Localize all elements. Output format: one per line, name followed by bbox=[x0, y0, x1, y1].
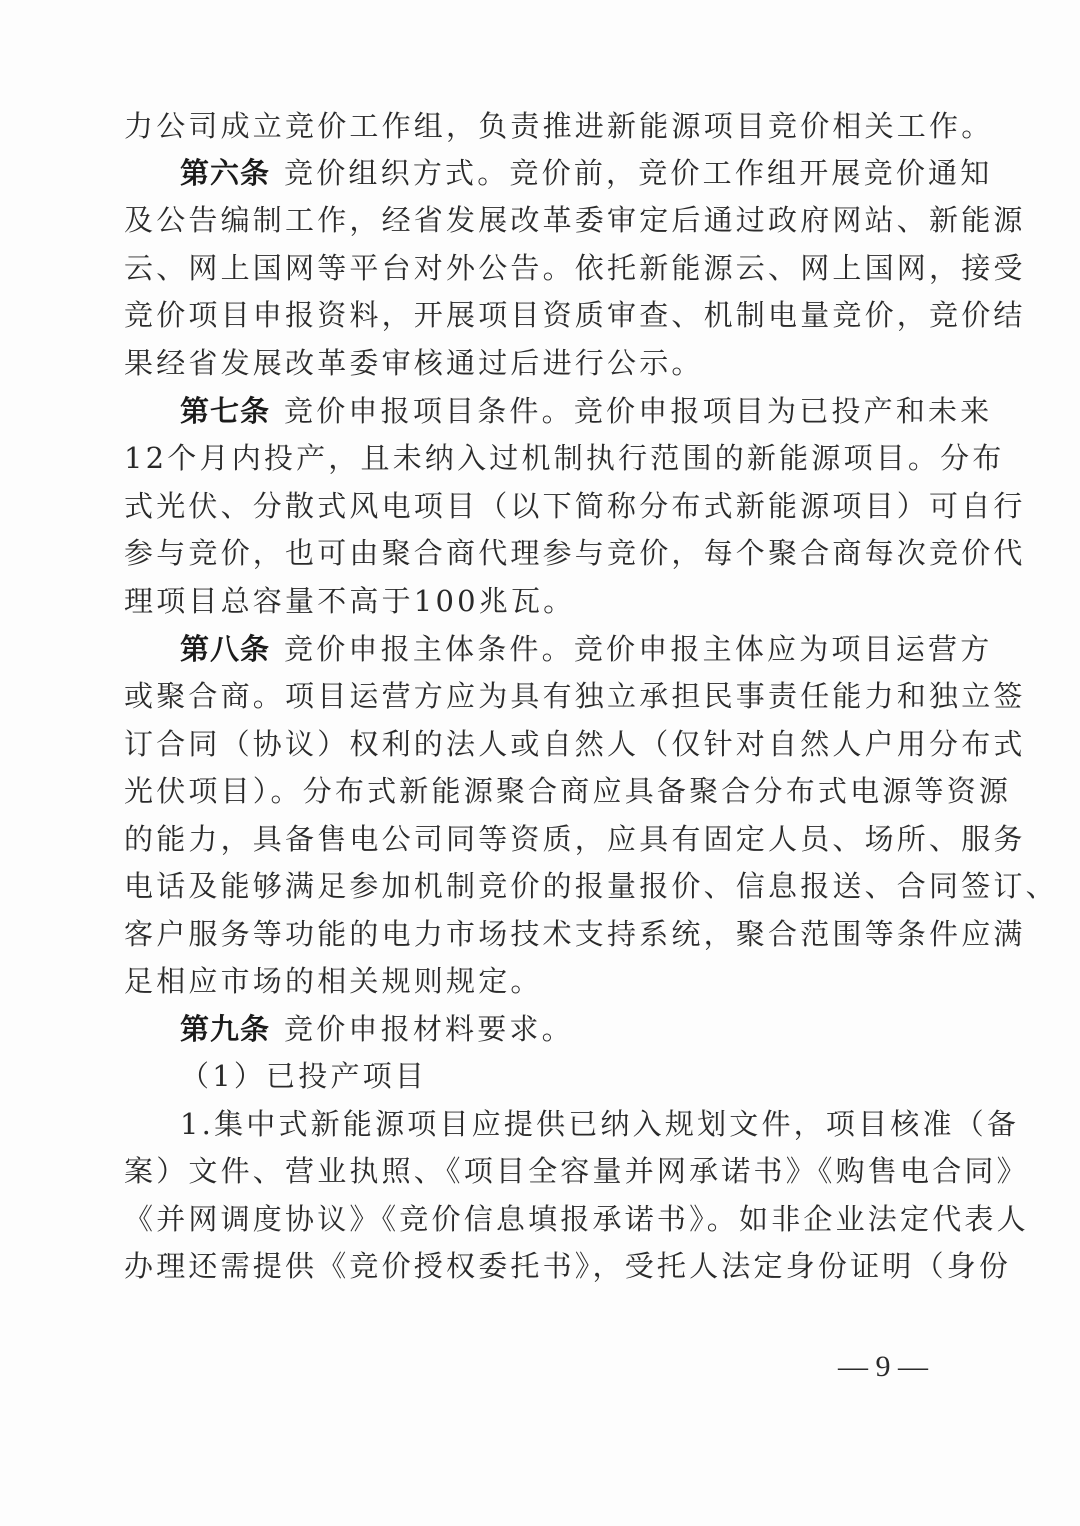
line-text: 竞价申报主体条件。竞价申报主体应为项目运营方 bbox=[284, 632, 993, 666]
text-line bbox=[124, 202, 1026, 238]
line-text: 理项目总容量不高于100兆瓦。 bbox=[124, 584, 576, 618]
text-line bbox=[124, 1201, 1029, 1237]
text-line bbox=[124, 108, 994, 144]
article-number: 第九条 bbox=[180, 1012, 271, 1046]
article-number: 第八条 bbox=[180, 632, 271, 666]
text-line bbox=[124, 726, 1026, 762]
line-text: 式光伏、分散式风电项目（以下简称分布式新能源项目）可自行 bbox=[124, 489, 1026, 523]
line-text: 1.集中式新能源项目应提供已纳入规划文件，项目核准（备 bbox=[180, 1107, 1020, 1141]
line-text: 客户服务等功能的电力市场技术支持系统，聚合范围等条件应满 bbox=[124, 917, 1026, 951]
line-text: 力公司成立竞价工作组，负责推进新能源项目竞价相关工作。 bbox=[124, 109, 994, 143]
line-text: 足相应市场的相关规则规定。 bbox=[124, 964, 543, 998]
text-line bbox=[124, 250, 1026, 286]
line-text: 果经省发展改革委审核通过后进行公示。 bbox=[124, 346, 704, 380]
line-text: 案）文件、营业执照、《项目全容量并网承诺书》《购售电合同》 bbox=[124, 1154, 1029, 1188]
text-line bbox=[180, 1058, 934, 1094]
text-line bbox=[124, 1248, 1012, 1284]
line-text: （1）已投产项目 bbox=[180, 1059, 428, 1093]
line-text: 光伏项目）。分布式新能源聚合商应具备聚合分布式电源等资源 bbox=[124, 774, 1012, 808]
text-line bbox=[124, 963, 934, 999]
page-number: — 9 — bbox=[838, 1350, 928, 1383]
line-text: 的能力，具备售电公司同等资质，应具有固定人员、场所、服务 bbox=[124, 822, 1026, 856]
text-line bbox=[124, 440, 1005, 476]
text-line bbox=[124, 916, 1026, 952]
line-text: 竞价组织方式。竞价前，竞价工作组开展竞价通知 bbox=[284, 156, 993, 190]
text-line bbox=[124, 821, 1026, 857]
line-text: 参与竞价，也可由聚合商代理参与竞价，每个聚合商每次竞价代 bbox=[124, 536, 1026, 570]
text-line bbox=[124, 868, 1058, 904]
line-text: 竞价项目申报资料，开展项目资质审查、机制电量竞价，竞价结 bbox=[124, 298, 1026, 332]
line-text: 《并网调度协议》《竞价信息填报承诺书》。如非企业法定代表人 bbox=[124, 1202, 1029, 1236]
article-heading-line bbox=[180, 155, 993, 191]
text-line bbox=[124, 583, 934, 619]
line-text: 竞价申报材料要求。 bbox=[284, 1012, 574, 1046]
article-number: 第七条 bbox=[180, 394, 271, 428]
article-number: 第六条 bbox=[180, 156, 271, 190]
line-text: 订合同（协议）权利的法人或自然人（仅针对自然人户用分布式 bbox=[124, 727, 1026, 761]
text-line bbox=[180, 1106, 1020, 1142]
line-text: 或聚合商。项目运营方应为具有独立承担民事责任能力和独立签 bbox=[124, 679, 1026, 713]
article-heading-line bbox=[180, 393, 993, 429]
line-text: 及公告编制工作，经省发展改革委审定后通过政府网站、新能源 bbox=[124, 203, 1026, 237]
line-text: 12个月内投产，且未纳入过机制执行范围的新能源项目。分布 bbox=[124, 441, 1005, 475]
text-line bbox=[124, 678, 1026, 714]
line-text: 竞价申报项目条件。竞价申报项目为已投产和未来 bbox=[284, 394, 993, 428]
text-line bbox=[124, 297, 1026, 333]
line-text: 电话及能够满足参加机制竞价的报量报价、信息报送、合同签订、 bbox=[124, 869, 1058, 903]
article-heading-line bbox=[180, 1011, 934, 1047]
text-line bbox=[124, 345, 934, 381]
article-heading-line bbox=[180, 631, 993, 667]
text-line bbox=[124, 773, 1012, 809]
text-line bbox=[124, 1153, 1029, 1189]
text-line bbox=[124, 535, 1026, 571]
line-text: 办理还需提供《竞价授权委托书》，受托人法定身份证明（身份 bbox=[124, 1249, 1012, 1283]
text-line bbox=[124, 488, 1026, 524]
line-text: 云、网上国网等平台对外公告。依托新能源云、网上国网，接受 bbox=[124, 251, 1026, 285]
